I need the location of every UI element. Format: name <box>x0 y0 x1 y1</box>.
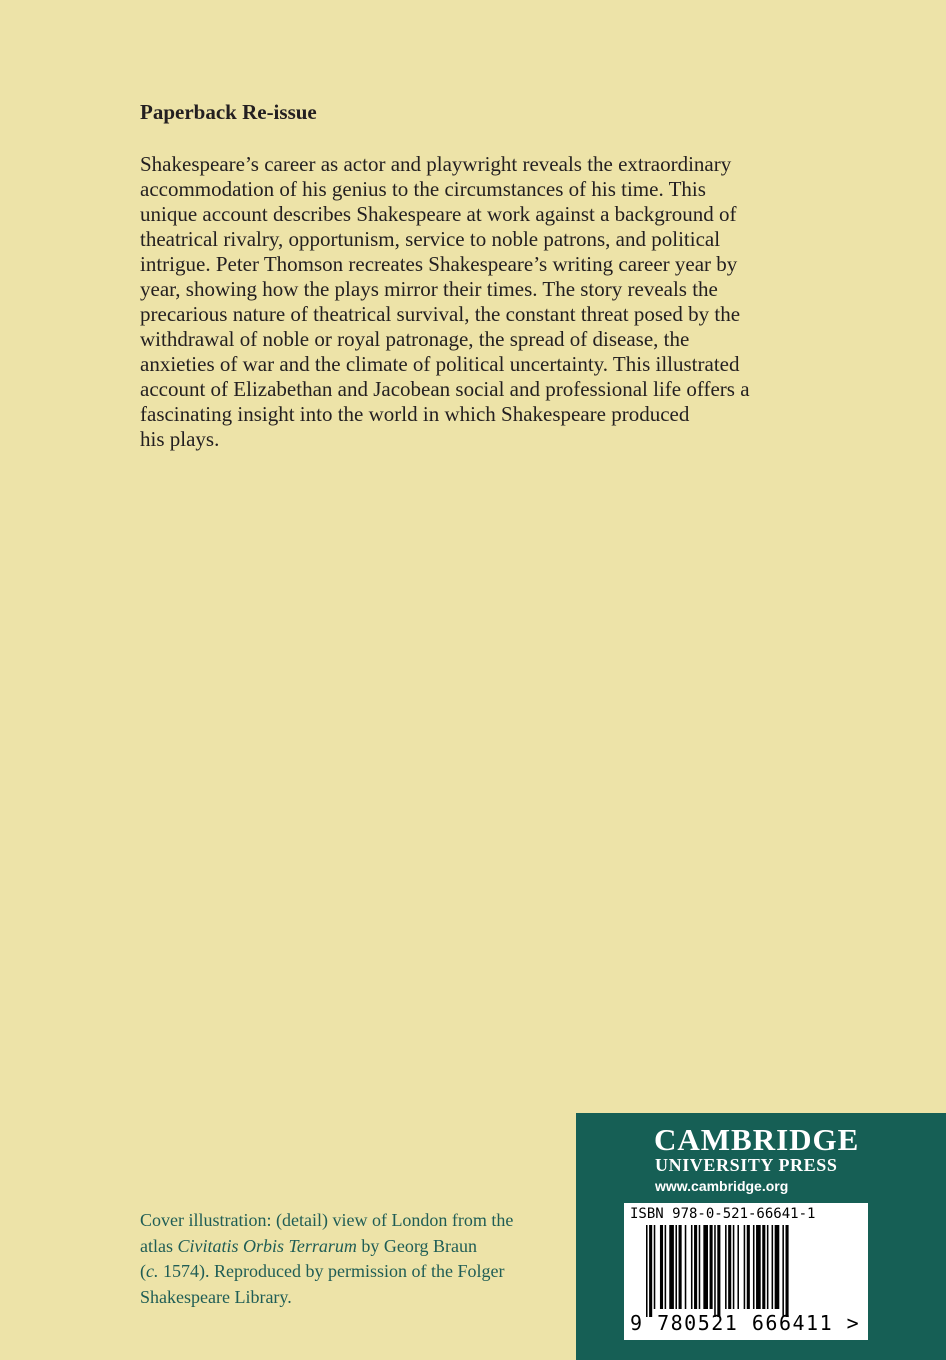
cover-illustration-credit <box>140 1208 580 1310</box>
credit-line: Cover illustration: (detail) view of London from the <box>140 1210 514 1230</box>
credit-line <box>140 1234 580 1260</box>
atlas-title: Civitatis Orbis Terrarum <box>177 1235 357 1256</box>
publisher-subtitle: UNIVERSITY PRESS <box>655 1155 838 1175</box>
description-line: intrigue. Peter Thomson recreates Shakespeare’s writing career year by <box>140 252 738 276</box>
credit-line: Shakespeare Library. <box>140 1286 292 1307</box>
credit-text: ( <box>140 1261 146 1281</box>
publisher-website: www.cambridge.org <box>655 1178 789 1194</box>
description-line: fascinating insight into the world in which Shakespeare produced <box>140 402 690 426</box>
description-line: precarious nature of theatrical survival, the constant threat posed by the <box>140 302 741 326</box>
section-heading: Paperback Re-issue <box>140 100 317 124</box>
description-line: theatrical rivalry, opportunism, service to noble patrons, and political <box>140 227 721 251</box>
description-line: Shakespeare’s career as actor and playwright reveals the extraordinary <box>140 152 732 176</box>
circa-abbrev: c. <box>146 1261 159 1281</box>
publisher-name: CAMBRIDGE <box>654 1122 860 1157</box>
credit-text: 1574). Reproduced by permission of the Folger <box>158 1261 505 1281</box>
description-line: account of Elizabethan and Jacobean social and professional life offers a <box>140 377 750 401</box>
description-line: year, showing how the plays mirror their times. The story reveals the <box>140 277 718 301</box>
description-line: withdrawal of noble or royal patronage, the spread of disease, the <box>140 327 690 351</box>
isbn-label: ISBN 978-0-521-66641-1 <box>630 1206 816 1222</box>
description-line: unique account describes Shakespeare at work against a background of <box>140 202 737 226</box>
description-line: his plays. <box>140 427 220 451</box>
credit-line <box>140 1259 580 1285</box>
publisher-panel <box>576 1113 946 1360</box>
ean-digits: 9 780521 666411 > <box>630 1311 861 1335</box>
isbn-barcode <box>624 1203 868 1340</box>
book-description <box>140 152 820 452</box>
description-line: anxieties of war and the climate of political uncertainty. This illustrated <box>140 352 740 376</box>
description-line: accommodation of his genius to the circumstances of his time. This <box>140 177 706 201</box>
credit-text: by Georg Braun <box>356 1235 478 1256</box>
credit-text: atlas <box>140 1235 178 1256</box>
